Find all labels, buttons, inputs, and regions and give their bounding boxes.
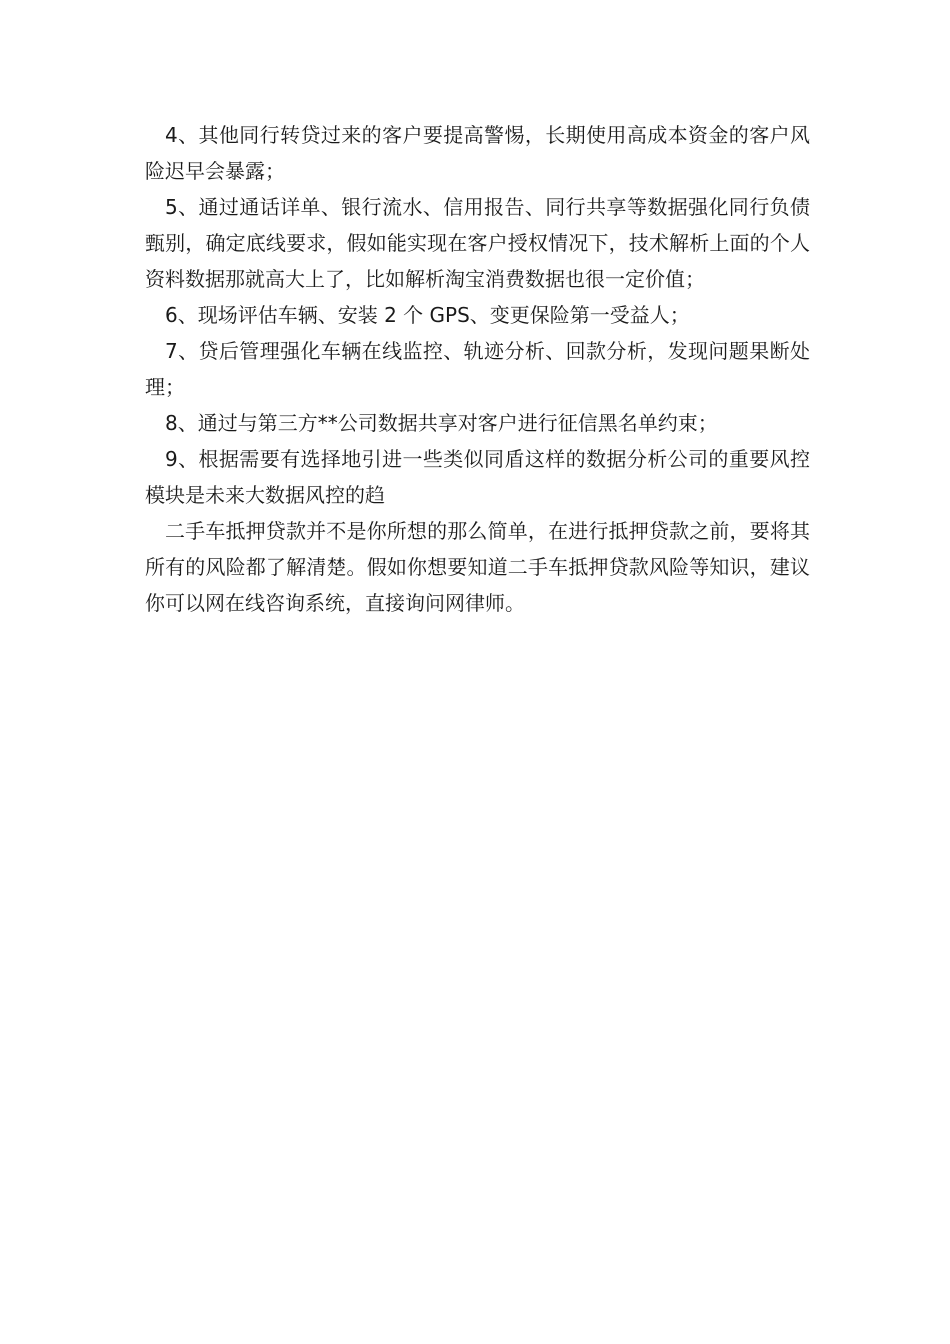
paragraph-item-9: 9、根据需要有选择地引进一些类似同盾这样的数据分析公司的重要风控模块是未来大数据风控的趋: [145, 447, 810, 507]
paragraph-item-8: 8、通过与第三方**公司数据共享对客户进行征信黑名单约束；: [165, 411, 718, 435]
closing-paragraph: 二手车抵押贷款并不是你所想的那么简单，在进行抵押贷款之前，要将其所有的风险都了解清楚。假如你想要知道二手车抵押贷款风险等知识，建议你可以网在线咨询系统，直接询问网律师。: [145, 519, 810, 615]
paragraph-item-6: 6、现场评估车辆、安装 2 个 GPS、变更保险第一受益人；: [165, 303, 690, 327]
paragraph-item-4: 4、其他同行转贷过来的客户要提高警惕，长期使用高成本资金的客户风险迟早会暴露；: [145, 123, 810, 183]
paragraph-item-5: 5、通过通话详单、银行流水、信用报告、同行共享等数据强化同行负债甄别，确定底线要求，假如能实现在客户授权情况下，技术解析上面的个人资料数据那就高大上了，比如解析淘宝消费数据也很一定价值；: [145, 195, 810, 291]
document-body: [145, 117, 810, 621]
paragraph-item-7: 7、贷后管理强化车辆在线监控、轨迹分析、回款分析，发现问题果断处理；: [145, 339, 810, 399]
